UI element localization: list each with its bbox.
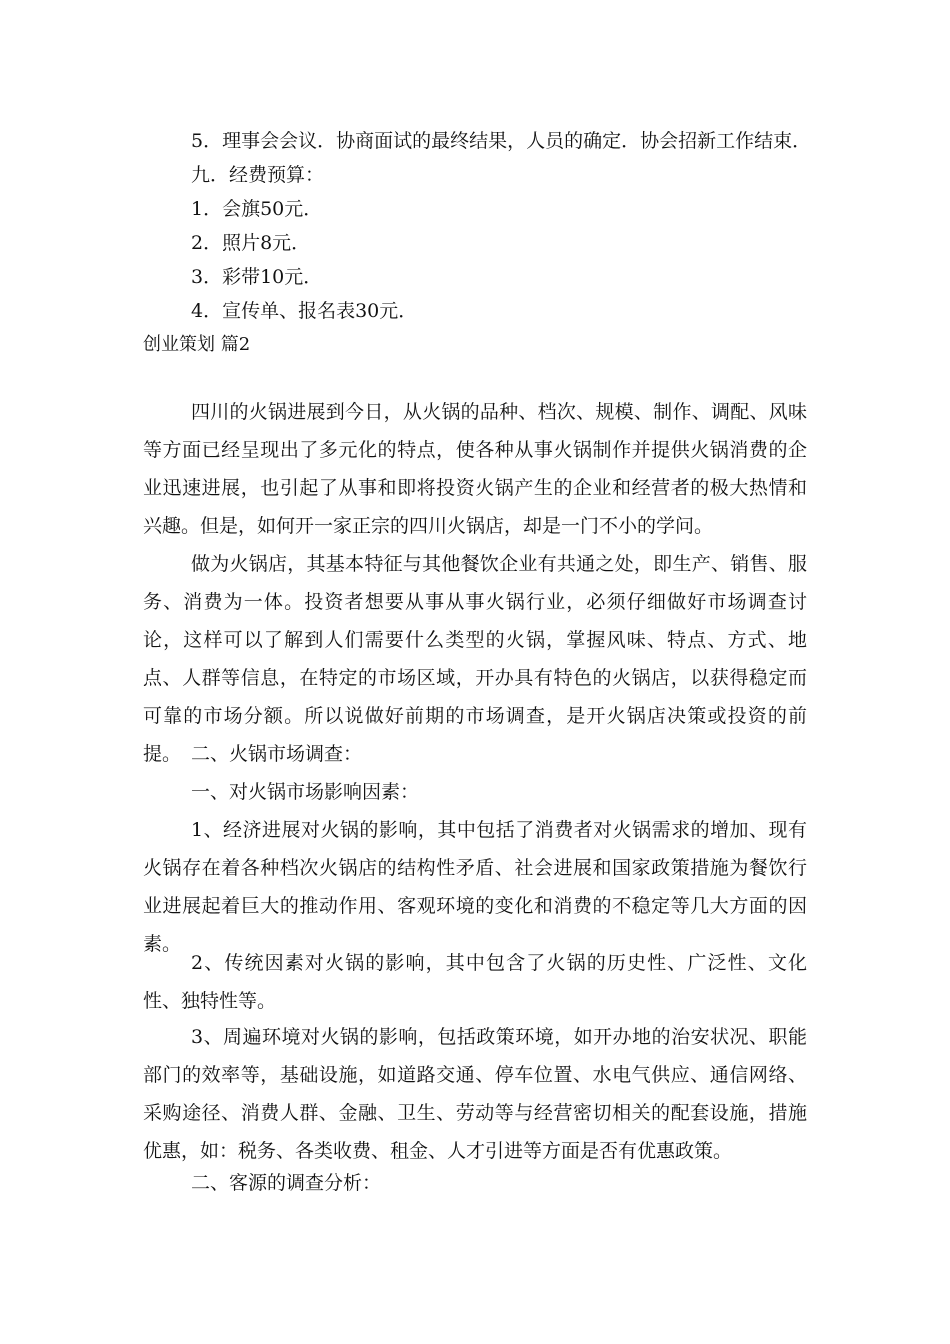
heading-customer-analysis: 二、客源的调查分析： [191, 1172, 382, 1194]
paragraph-environment-factor: 3、周遍环境对火锅的影响，包括政策环境，如开办地的治安状况、职能部门的效率等，基础设施，如道路交通、停车位置、水电气供应、通信网络、采购途径、消费人群、金融、卫生、劳动等与经营密切相关的配套设施，措施优惠，如：税务、各类收费、租金、人才引进等方面是否有优惠政策。 [143, 1026, 807, 1162]
paragraph-economic-factor: 1、经济进展对火锅的影响，其中包括了消费者对火锅需求的增加、现有火锅存在着各种档次火锅店的结构性矛盾、社会进展和国家政策措施为餐饮行业进展起着巨大的推动作用、客观环境的变化和消费的不稳定等几大方面的因素。 [143, 819, 807, 955]
paragraph-store-features: 做为火锅店，其基本特征与其他餐饮企业有共通之处，即生产、销售、服务、消费为一体。投资者想要从事从事火锅行业，必须仔细做好市场调查讨论，这样可以了解到人们需要什么类型的火锅，掌握风味、特点、方式、地点、人群等信息，在特定的市场区域，开办具有特色的火锅店，以获得稳定而可靠的市场分额。所以说做好前期的市场调查，是开火锅店决策或投资的前提。 [143, 553, 807, 765]
heading-market-survey: 二、火锅市场调查： [191, 743, 363, 765]
budget-item-3: 3．彩带10元． [191, 266, 323, 288]
paragraph-intro: 四川的火锅进展到今日，从火锅的品种、档次、规模、制作、调配、风味等方面已经呈现出了多元化的特点，使各种从事火锅制作并提供火锅消费的企业迅速进展，也引起了从事和即将投资火锅产生的企业和经营者的极大热情和兴趣。但是，如何开一家正宗的四川火锅店，却是一门不小的学问。 [143, 401, 807, 537]
paragraph-traditional-factor: 2、传统因素对火锅的影响，其中包含了火锅的历史性、广泛性、文化性、独特性等。 [143, 952, 807, 1012]
budget-heading: 九．经费预算： [191, 164, 325, 186]
budget-item-4: 4．宣传单、报名表30元． [191, 300, 418, 322]
article-title: 创业策划 篇2 [143, 334, 251, 355]
item-5-line: 5．理事会会议．协商面试的最终结果，人员的确定．协会招新工作结束． [191, 130, 812, 152]
budget-item-2: 2．照片8元． [191, 232, 311, 254]
heading-influence-factors: 一、对火锅市场影响因素： [191, 781, 420, 803]
budget-item-1: 1．会旗50元． [191, 198, 323, 220]
